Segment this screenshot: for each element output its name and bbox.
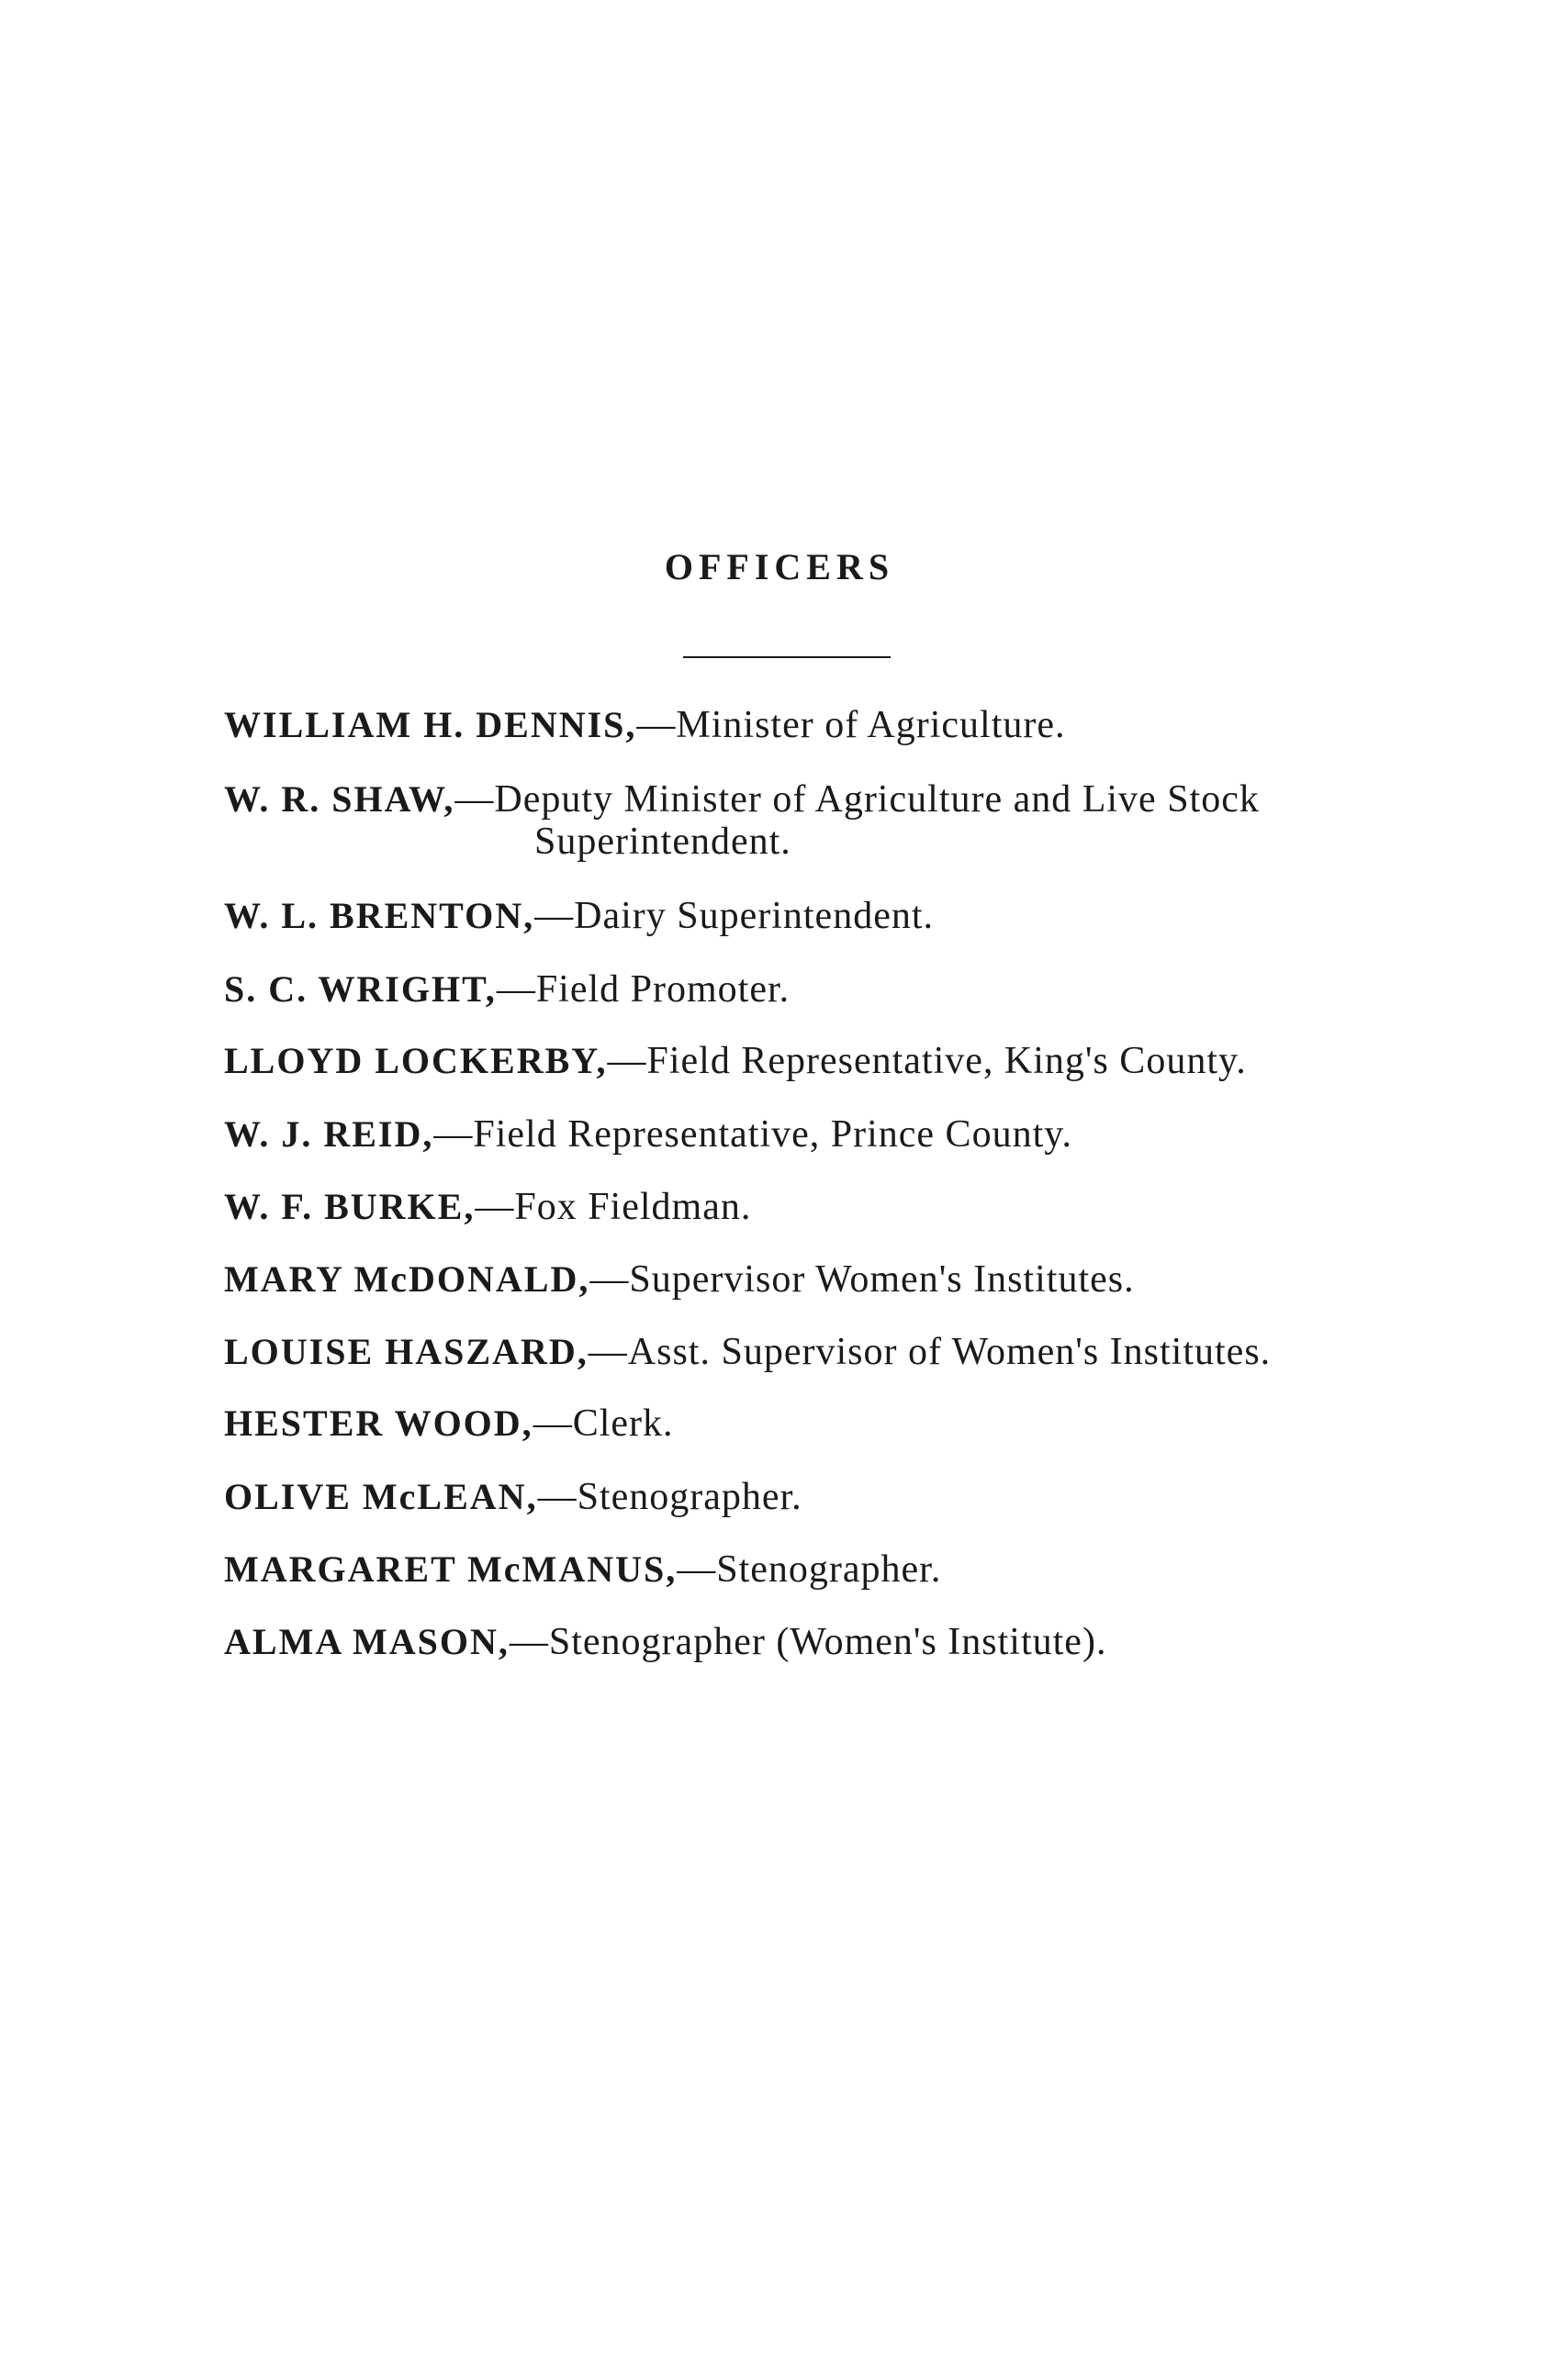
officer-role: —Minister of Agriculture. — [636, 704, 1066, 746]
officer-role: —Asst. Supervisor of Women's Institutes. — [588, 1331, 1272, 1373]
officer-entry — [224, 1402, 1491, 1445]
officer-name: WILLIAM H. DENNIS, — [224, 704, 637, 745]
officer-entry — [224, 704, 1491, 746]
officer-role: —Fox Fieldman. — [475, 1186, 752, 1228]
officer-role: —Dairy Superintendent. — [534, 895, 935, 937]
officer-role: —Field Representative, King's County. — [607, 1040, 1247, 1082]
officer-entry — [224, 1548, 1491, 1591]
officer-entry — [224, 1258, 1491, 1301]
officer-name: LLOYD LOCKERBY, — [224, 1040, 608, 1081]
officer-name: MARGARET McMANUS, — [224, 1548, 678, 1590]
officer-role: —Stenographer. — [677, 1548, 942, 1591]
officer-role: —Stenographer. — [537, 1476, 802, 1518]
officer-role: —Deputy Minister of Agriculture and Live Stock — [454, 778, 1260, 821]
officer-entry — [224, 778, 1491, 863]
officer-entry — [224, 1113, 1491, 1156]
officer-name: W. R. SHAW, — [224, 778, 455, 820]
heading-rule — [683, 656, 891, 658]
officer-name: OLIVE McLEAN, — [224, 1476, 538, 1517]
officer-entry — [224, 1476, 1491, 1518]
officer-entry — [224, 1040, 1491, 1082]
officer-entry — [224, 895, 1491, 937]
page-heading: OFFICERS — [664, 546, 895, 587]
officer-name: ALMA MASON, — [224, 1621, 510, 1662]
officer-entry — [224, 1186, 1491, 1228]
officer-name: LOUISE HASZARD, — [224, 1331, 589, 1372]
officer-role-continuation: Superintendent. — [534, 821, 791, 863]
officer-role: —Supervisor Women's Institutes. — [589, 1258, 1135, 1301]
officer-role: —Field Promoter. — [496, 968, 791, 1011]
officer-entry — [224, 968, 1491, 1011]
officer-entry — [224, 1621, 1491, 1663]
officer-role: —Clerk. — [533, 1402, 674, 1445]
officer-name: W. J. REID, — [224, 1113, 434, 1155]
officer-role: —Field Representative, Prince County. — [433, 1113, 1073, 1156]
officer-role: —Stenographer (Women's Institute). — [509, 1621, 1107, 1663]
officer-name: MARY McDONALD, — [224, 1258, 590, 1300]
officer-name: W. L. BRENTON, — [224, 895, 535, 936]
officer-name: W. F. BURKE, — [224, 1186, 476, 1227]
officer-name: S. C. WRIGHT, — [224, 968, 497, 1010]
officer-entry — [224, 1331, 1491, 1373]
officer-name: HESTER WOOD, — [224, 1402, 533, 1444]
